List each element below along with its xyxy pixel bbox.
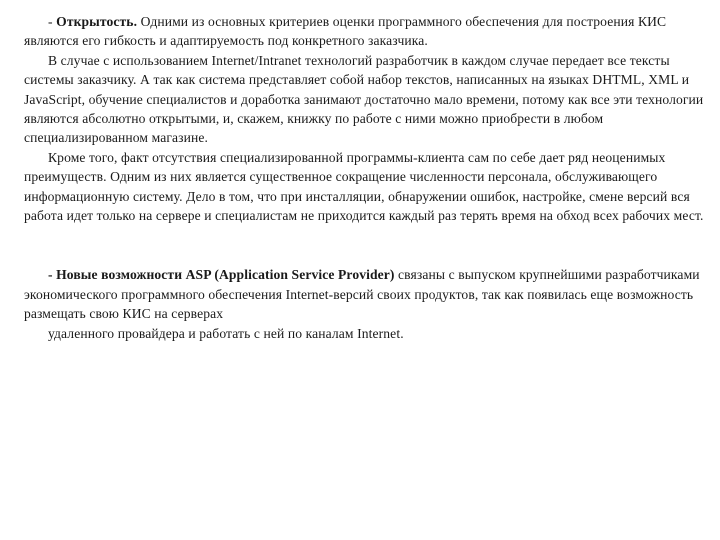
- paragraph-internet-technologies: В случае с использованием Internet/Intranet технологий разработчик в каждом случае передает все тексты системы заказчику. А так как система представляет собой набор текстов, написанных на языках DHTML, XML и JavaScript, обучение специалистов и доработка занимают достаточно мало времени, потому как все эти технологии являются абсолютно открытыми, и, скажем, книжку по работе с ними можно приобрести в любом специализированном магазине.: [24, 52, 704, 146]
- paragraph-openness-intro-text: Одними из основных критериев оценки программного обеспечения для построения КИС являются его гибкость и адаптируемость под конкретного заказчика.: [24, 14, 667, 49]
- lead-dash: -: [48, 14, 57, 29]
- paragraph-asp-intro: [24, 265, 708, 323]
- document-page: [24, 12, 708, 343]
- paragraph-no-client-program: Кроме того, факт отсутствия специализированной программы-клиента сам по себе дает ряд неоценимых преимуществ. Одним из них является существенное сокращение численности персонала, обслуживающего информационную систему. Дело в том, что при инсталляции, обнаружении ошибок, настройке, смене версий вся работа идет только на сервере и специалистам не приходится каждый раз терять время на обход всех рабочих мест.: [24, 149, 704, 224]
- paragraph-asp-intro-text: связаны с выпуском крупнейшими разработчиками экономического программного обеспечения Internet-версий своих продуктов, так как появилась еще возможность размещать свою КИС на серверах: [24, 267, 700, 322]
- heading-openness: Открытость.: [56, 14, 138, 29]
- heading-asp: - Новые возможности ASP (Application Service Provider): [48, 267, 395, 283]
- paragraph-asp-continuation: удаленного провайдера и работать с ней по каналам Internet.: [48, 325, 404, 341]
- section-openness: [24, 12, 708, 225]
- paragraph-openness-intro: [24, 12, 708, 51]
- section-asp: [24, 265, 708, 343]
